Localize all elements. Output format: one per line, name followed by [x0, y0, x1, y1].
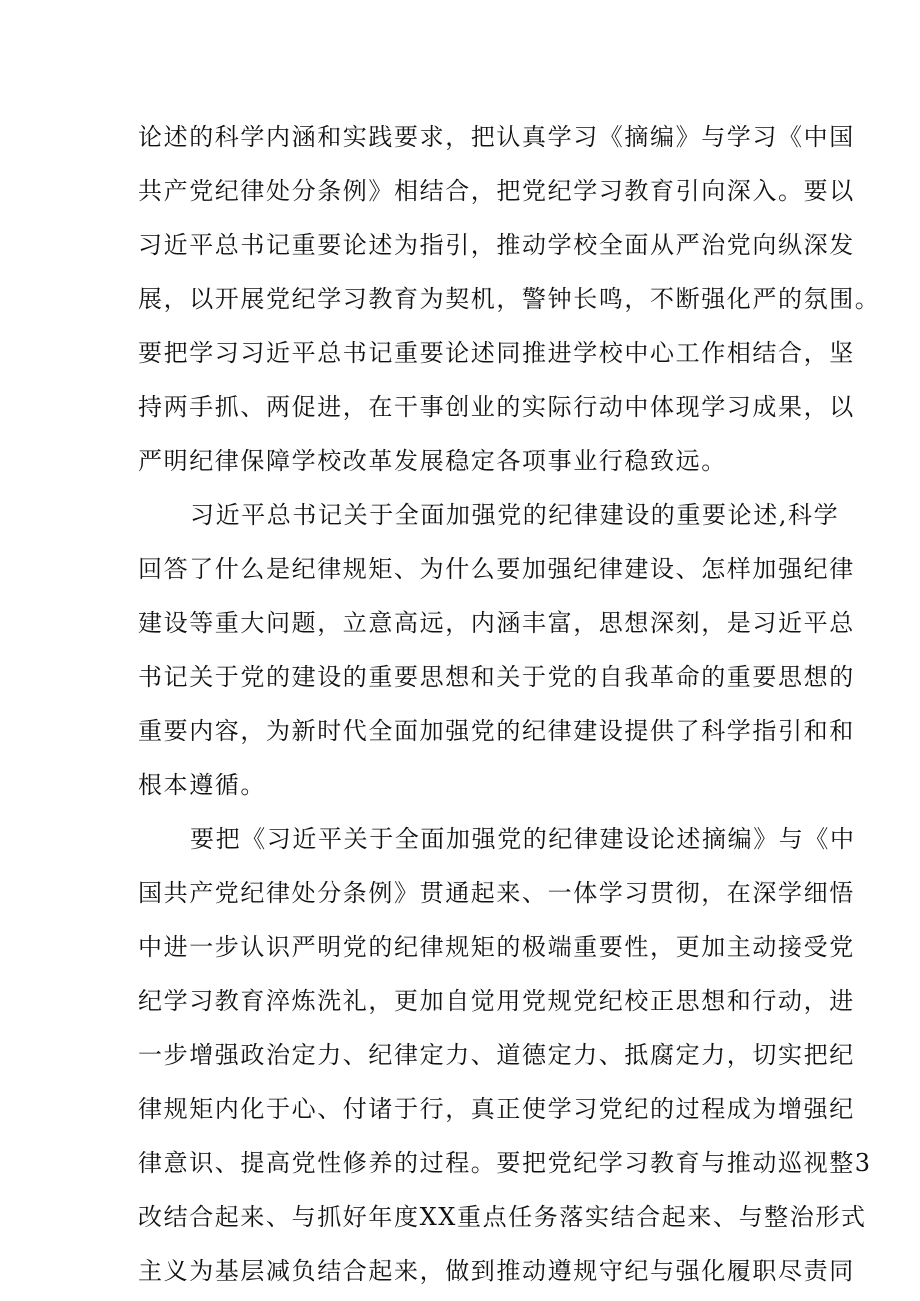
paragraph-line: 回答了什么是纪律规矩、为什么要加强纪律建设、怎样加强纪律	[138, 555, 855, 583]
paragraph-3	[138, 812, 872, 1298]
paragraph-line: 改结合起来、与抓好年度XX重点任务落实结合起来、与整治形式	[138, 1203, 867, 1231]
paragraph-line: 律规矩内化于心、付诸于行，真正使学习党纪的过程成为增强纪	[138, 1095, 855, 1123]
paragraph-line: 要把学习习近平总书记重要论述同推进学校中心工作相结合，坚	[138, 339, 855, 367]
paragraph-line: 持两手抓、两促进，在干事创业的实际行动中体现学习成果，以	[138, 393, 855, 421]
paragraph-line: 建设等重大问题，立意高远，内涵丰富，思想深刻，是习近平总	[138, 609, 855, 637]
paragraph-line: 重要内容，为新时代全面加强党的纪律建设提供了科学指引和和	[138, 717, 855, 745]
paragraph-line: 展，以开展党纪学习教育为契机，警钟长鸣，不断强化严的氛围。	[138, 285, 881, 313]
paragraph-1	[138, 110, 881, 488]
paragraph-line: 纪学习教育淬炼洗礼，更加自觉用党规党纪校正思想和行动，进	[138, 987, 855, 1015]
paragraph-line: 共产党纪律处分条例》相结合，把党纪学习教育引向深入。要以	[138, 177, 855, 205]
paragraph-2	[138, 488, 855, 812]
paragraph-line: 中进一步认识严明党的纪律规矩的极端重要性，更加主动接受党	[138, 933, 855, 961]
paragraph-line: 论述的科学内涵和实践要求，把认真学习《摘编》与学习《中国	[138, 123, 855, 151]
paragraph-line: 国共产党纪律处分条例》贯通起来、一体学习贯彻，在深学细悟	[138, 879, 855, 907]
paragraph-line: 根本遵循。	[138, 771, 266, 799]
document-body	[138, 110, 881, 1298]
paragraph-line: 习近平总书记重要论述为指引，推动学校全面从严治党向纵深发	[138, 231, 855, 259]
paragraph-line: 习近平总书记关于全面加强党的纪律建设的重要论述,科学	[190, 501, 840, 529]
paragraph-line: 要把《习近平关于全面加强党的纪律建设论述摘编》与《中	[190, 825, 856, 853]
paragraph-line: 一步增强政治定力、纪律定力、道德定力、抵腐定力，切实把纪	[138, 1041, 855, 1069]
paragraph-line: 主义为基层减负结合起来，做到推动遵规守纪与强化履职尽责同	[138, 1257, 855, 1285]
paragraph-line: 律意识、提高党性修养的过程。要把党纪学习教育与推动巡视整3	[138, 1149, 872, 1177]
paragraph-line: 书记关于党的建设的重要思想和关于党的自我革命的重要思想的	[138, 663, 855, 691]
paragraph-line: 严明纪律保障学校改革发展稳定各项事业行稳致远。	[138, 447, 727, 475]
